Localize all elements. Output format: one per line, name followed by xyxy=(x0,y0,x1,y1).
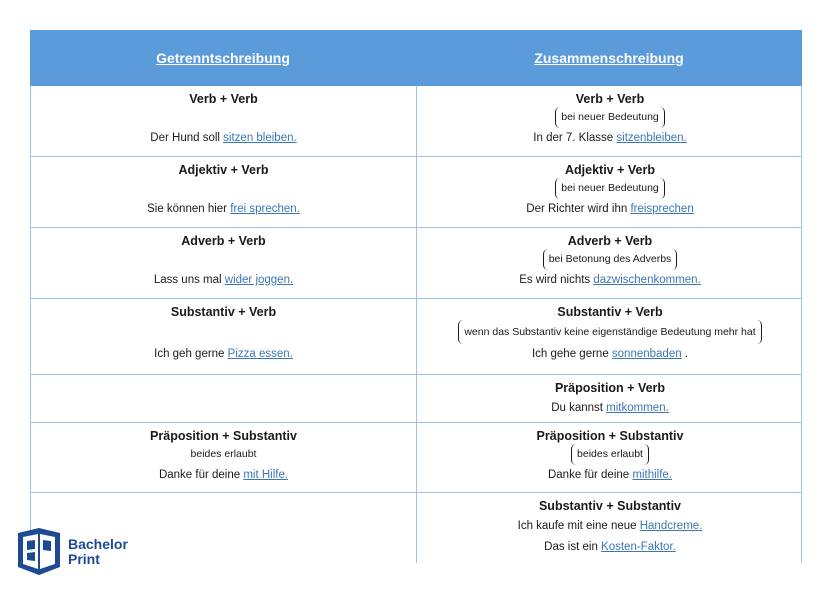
condition-note: beides erlaubt xyxy=(190,448,257,460)
cell-right xyxy=(417,299,803,374)
table-row xyxy=(31,423,801,493)
example-link[interactable]: frei sprechen. xyxy=(230,203,300,215)
rule-title: Adjektiv + Verb xyxy=(178,163,269,177)
rule-title: Präposition + Substantiv xyxy=(536,429,684,443)
example-link[interactable]: sitzen bleiben. xyxy=(223,132,297,144)
example: Du kannst mitkommen. xyxy=(551,402,669,414)
table-row xyxy=(31,228,801,299)
table-row xyxy=(31,86,801,157)
cell-right xyxy=(417,228,803,298)
rule-title: Substantiv + Substantiv xyxy=(538,499,682,513)
example: Lass uns mal wider joggen. xyxy=(153,274,294,286)
cell-left xyxy=(31,423,417,492)
example: Der Richter wird ihn freisprechen xyxy=(526,203,694,215)
cell-right xyxy=(417,493,803,563)
rule-title: Präposition + Substantiv xyxy=(150,429,297,443)
rule-title: Substantiv + Verb xyxy=(170,305,277,319)
example-link[interactable]: freisprechen xyxy=(630,203,694,215)
rule-title: Adverb + Verb xyxy=(567,234,653,248)
rule-title: Adverb + Verb xyxy=(181,234,266,248)
cell-left xyxy=(31,157,417,227)
cell-left xyxy=(31,375,417,422)
rule-title: Verb + Verb xyxy=(575,92,645,106)
logo-line-1: Bachelor xyxy=(68,536,128,552)
condition-note: bei Betonung des Adverbs xyxy=(543,249,678,270)
table-header xyxy=(30,30,802,86)
condition-note: bei neuer Bedeutung xyxy=(555,107,665,128)
example: Ich kaufe mit eine neue Handcreme. xyxy=(517,520,703,532)
rule-title: Verb + Verb xyxy=(189,92,258,106)
condition-note: beides erlaubt xyxy=(571,444,649,465)
example-link[interactable]: dazwischenkommen. xyxy=(593,274,701,286)
example-link[interactable]: wider joggen. xyxy=(224,274,294,286)
condition-note: wenn das Substantiv keine eigenständige Bedeutung mehr hat xyxy=(458,320,761,344)
table-row xyxy=(31,375,801,423)
example: Sie können hier frei sprechen. xyxy=(147,203,300,215)
example: Der Hund soll sitzen bleiben. xyxy=(150,132,297,144)
example-link[interactable]: Handcreme. xyxy=(639,520,703,532)
example: Ich geh gerne Pizza essen. xyxy=(154,348,293,360)
example-link[interactable]: sitzenbleiben. xyxy=(616,132,687,144)
logo-text xyxy=(68,537,128,567)
example-link[interactable]: mithilfe. xyxy=(632,469,672,481)
rule-title: Adjektiv + Verb xyxy=(565,163,655,177)
cell-left xyxy=(31,299,417,374)
example-link[interactable]: Kosten-Faktor. xyxy=(601,541,676,553)
example-link[interactable]: sonnenbaden xyxy=(611,348,682,360)
logo-line-2: Print xyxy=(68,551,100,567)
example: Das ist ein Kosten-Faktor. xyxy=(544,541,676,553)
example: Danke für deine mit Hilfe. xyxy=(158,469,289,481)
cell-right xyxy=(417,423,803,492)
cell-right xyxy=(417,86,803,156)
spelling-rules-table xyxy=(30,30,802,563)
cell-left xyxy=(31,228,417,298)
cell-right xyxy=(417,157,803,227)
example: Es wird nichts dazwischenkommen. xyxy=(519,274,701,286)
header-getrenntschreibung: Getrenntschreibung xyxy=(156,50,290,66)
book-shield-logo-icon xyxy=(16,527,62,577)
bachelor-print-logo xyxy=(16,527,128,577)
example: In der 7. Klasse sitzenbleiben. xyxy=(533,132,687,144)
example-link[interactable]: Pizza essen. xyxy=(227,348,293,360)
cell-left xyxy=(31,86,417,156)
header-zusammenschreibung: Zusammenschreibung xyxy=(534,50,684,66)
example-link[interactable]: mitkommen. xyxy=(606,402,669,414)
rule-title: Substantiv + Verb xyxy=(557,305,663,319)
example: Danke für deine mithilfe. xyxy=(547,469,672,481)
table-row xyxy=(31,493,801,563)
example-link[interactable]: mit Hilfe. xyxy=(243,469,289,481)
table-row xyxy=(31,299,801,375)
example: Ich gehe gerne sonnenbaden . xyxy=(531,348,689,360)
rule-title: Präposition + Verb xyxy=(554,381,666,395)
cell-right xyxy=(417,375,803,422)
condition-note: bei neuer Bedeutung xyxy=(555,178,665,199)
table-body xyxy=(30,86,802,563)
table-row xyxy=(31,157,801,228)
